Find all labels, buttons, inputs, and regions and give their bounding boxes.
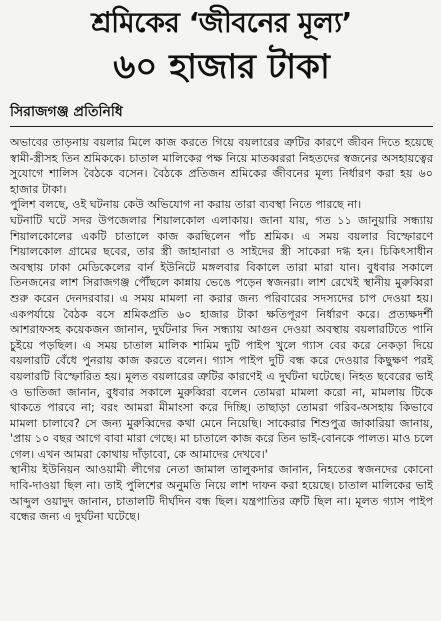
article-body [10,135,433,525]
paragraph: ঘটনাটি ঘটে সদর উপজেলার শিয়ালকোল এলাকায়। জানা যায়, গত ১১ জানুয়ারি সন্ধ্যায় শিয়ালকোলের একটি চাতালে কাজ করছিলেন পাঁচ শ্রমিক। এ সময় বয়লার বিস্ফোরণে শিয়ালকোল গ্রামের ছবের, তার স্ত্রী জাহানারা ও সাইদের স্ত্রী সাকেরা দগ্ধ হন। চিকিৎসাধীন অবস্থায় ঢাকা মেডিকেলের বার্ন ইউনিটে মঙ্গলবার বিকালে তারা মারা যান। বুধবার সকালে তিনজনের লাশ সিরাজগঞ্জ পৌঁছলে কান্নায় ভেঙে পড়েন স্বজনরা। লাশ রেখেই স্থানীয় মুরুব্বিরা শুরু করেন দেনদরবার। এ সময় মামলা না করার জন্য পরিবারের সদস্যদের চাপ দেওয়া হয়। একপর্যায়ে বৈঠক বসে শ্রমিকপ্রতি ৬০ হাজার টাকা ক্ষতিপূরণ নির্ধারণ করে। প্রত্যক্ষদর্শী আশরাফসহ কয়েকজন জানান, দুর্ঘটনার দিন সন্ধ্যায় আগুন দেওয়া অবস্থায় বয়লারটিতে পানি চুইয়ে পড়ছিল। এ সময় চাতাল মালিক শামিম দুটি পাইপ খুলে গ্যাস বের করে নেকড়া দিয়ে বয়লারটি বেঁধে পুনরায় কাজ করতে বলেন। গ্যাস পাইপ দুটি বন্ধ করে দেওয়ার কিছুক্ষণ পরই বয়লারটি বিস্ফোরিত হয়। মূলত বয়লারের ত্রুটির কারণেই এ দুর্ঘটনা ঘটেছে। নিহত ছবেরের ভাই ও ভাতিজা জানান, বুধবার সকালে মুরুব্বিরা বলেন তোমরা মামলা করো না, মামলায় টিকে থাকতে পারবে না; বরং আমরা মীমাংসা করে দিচ্ছি। তাছাড়া তোমরা গরিব-অসহায় কিভাবে মামলা চালাবে? সে জন্য মুরুব্বিদের কথা মেনে নিয়েছি। সাকেরার শিশুপুত্র জাকারিয়া জানায়, 'প্রায় ১০ বছর আগে বাবা মারা গেছে। মা চাতালে কাজ করে তিন ভাই-বোনকে পালত। মাও চলে গেল। এখন আমরা কোথায় দাঁড়াবো, কে আমাদের দেখবে।' [10,213,433,461]
paragraph: পুলিশ বলছে, ওই ঘটনায় কেউ অভিযোগ না করায় তারা ব্যবস্থা নিতে পারছে না। [10,198,362,212]
headline-line-2: ৬০ হাজার টাকা [113,47,330,87]
headline-line-1: শ্রমিকের ‘জীবনের মূল্য’ [91,6,352,39]
byline-divider [10,126,433,127]
headline [10,4,433,88]
byline: সিরাজগঞ্জ প্রতিনিধি [10,104,123,120]
paragraph: অভাবের তাড়নায় বয়লার মিলে কাজ করতে গিয়ে বয়লারের ত্রুটির কারণে জীবন দিতে হয়েছে স্বামী-স্ত্রীসহ তিন শ্রমিককে। চাতাল মালিকের পক্ষ নিয়ে মাতব্বররা নিহতদের স্বজনের অসহায়ত্বের সুযোগে শালিস বৈঠকে বসেন। বৈঠকে প্রতিজন শ্রমিকের জীবনের মূল্য নির্ধারণ করা হয় ৬০ হাজার টাকা। [10,136,433,196]
paragraph: স্থানীয় ইউনিয়ন আওয়ামী লীগের নেতা জামাল তালুকদার জানান, নিহতের স্বজনদের কোনো দাবি-দাওয়া ছিল না। তাই পুলিশের অনুমতি নিয়ে লাশ দাফন করা হয়েছে। চাতাল মালিকের ভাই আব্দুল ওয়াদুদ জানান, চাতালটি দীর্ঘদিন বন্ধ ছিল। যন্ত্রপাতির ত্রুটি ছিল না। মূলত গ্যাস পাইপ বন্ধের জন্য এ দুর্ঘটনা ঘটেছে। [10,463,433,524]
